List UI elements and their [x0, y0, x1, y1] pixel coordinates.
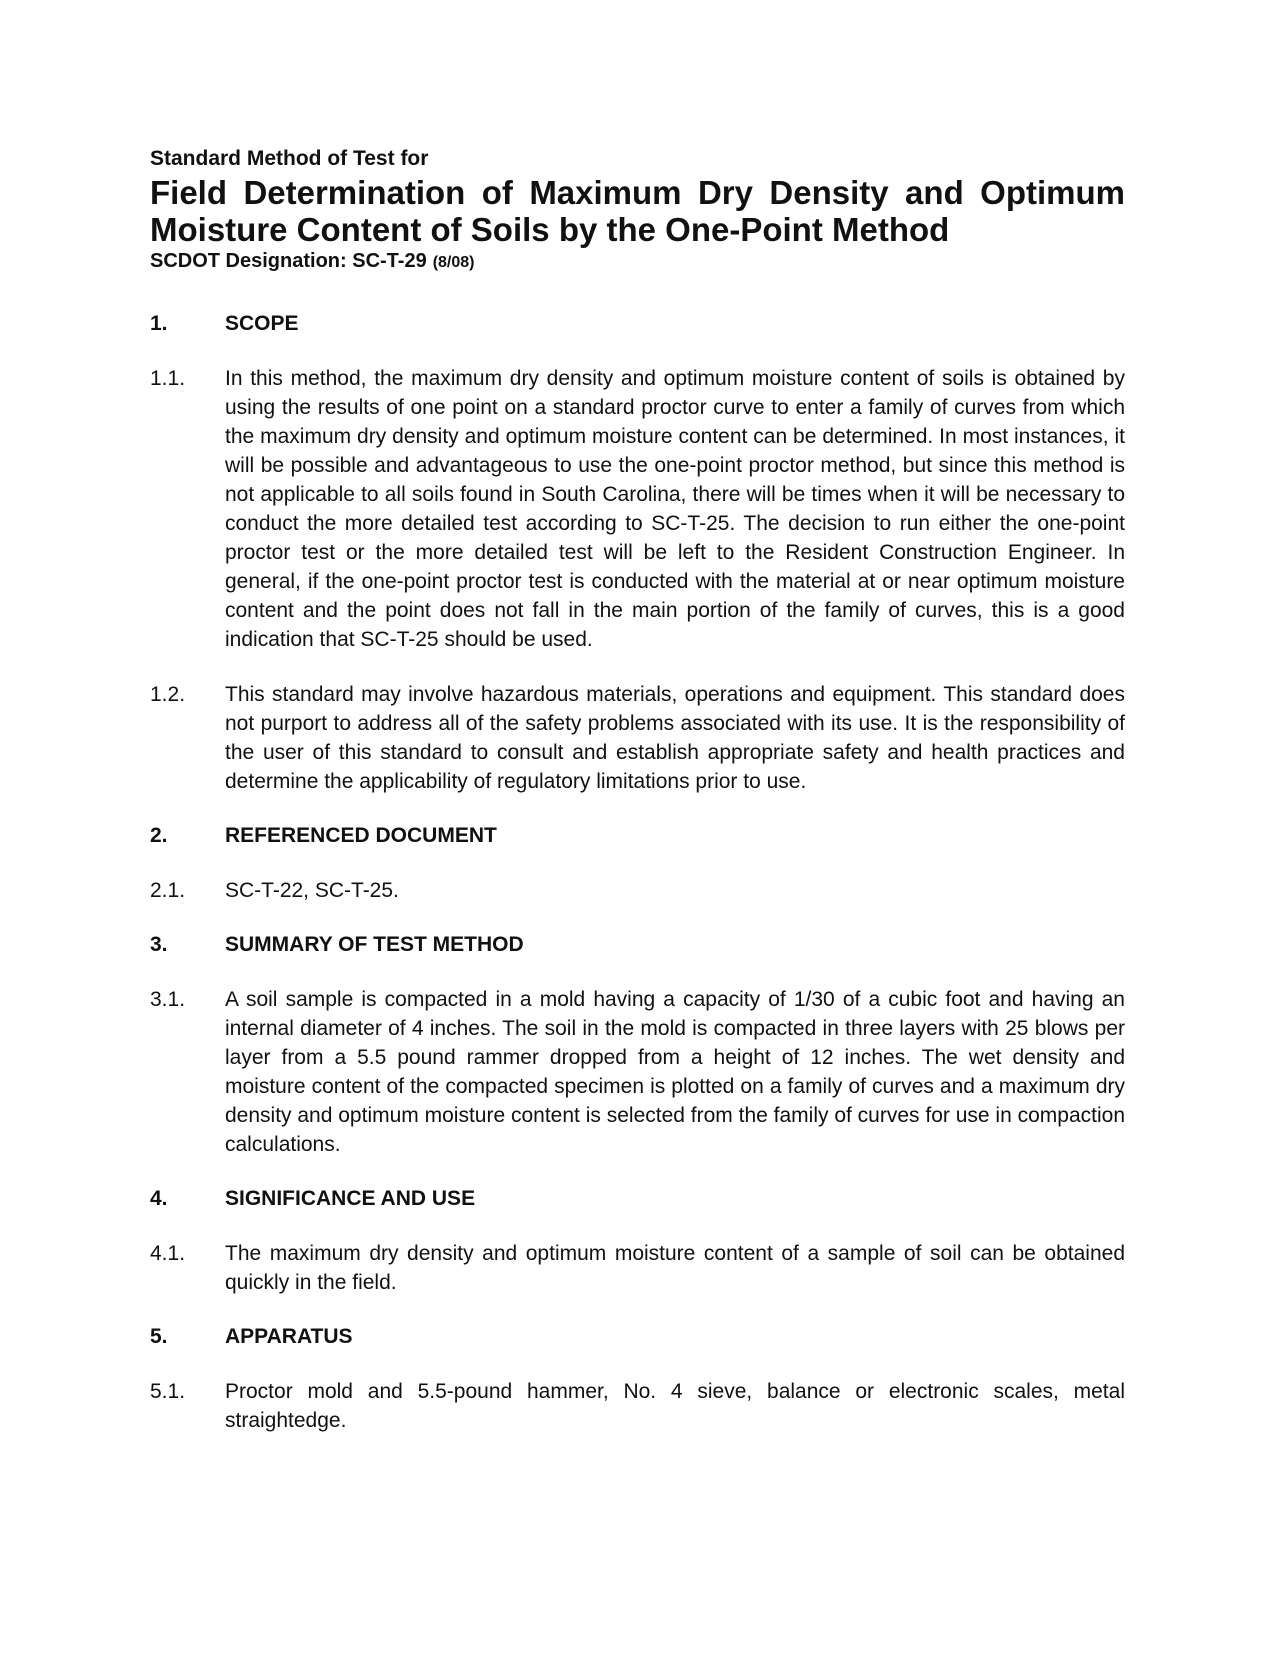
section-apparatus: [150, 1323, 1125, 1435]
paragraph-number: 3.1.: [150, 988, 186, 1011]
designation-code: SCDOT Designation: SC-T-29: [150, 250, 427, 272]
paragraph-text: A soil sample is compacted in a mold having a capacity of 1/30 of a cubic foot and having an internal diameter of 4 inches. The soil in the mold is compacted in three layers with 25 blows per layer from a 5.5 pound rammer dropped from a height of 12 inches. The wet density and moisture content of the compacted specimen is plotted on a family of curves and a maximum dry density and optimum moisture content is selected from the family of curves for use in compaction calculations.: [225, 988, 1125, 1156]
paragraph: [150, 1377, 1125, 1435]
document-page: [150, 146, 1125, 1435]
paragraph-text: This standard may involve hazardous materials, operations and equipment. This standard does not purport to address all of the safety problems associated with its use. It is the responsibility of the user of this standard to consult and establish appropriate safety and health practices and determine the applicability of regulatory limitations prior to use.: [225, 683, 1125, 793]
paragraph-text: The maximum dry density and optimum moisture content of a sample of soil can be obtained quickly in the field.: [225, 1242, 1125, 1294]
section-referenced-document: [150, 822, 1125, 905]
section-title: SCOPE: [225, 312, 299, 335]
section-title: REFERENCED DOCUMENT: [225, 824, 497, 847]
paragraph: [150, 985, 1125, 1159]
paragraph-text: Proctor mold and 5.5-pound hammer, No. 4 sieve, balance or electronic scales, metal straightedge.: [225, 1380, 1125, 1432]
section-heading: [150, 1323, 1125, 1351]
section-number: 3.: [150, 933, 168, 956]
section-heading: [150, 822, 1125, 850]
section-number: 2.: [150, 824, 168, 847]
paragraph-number: 1.2.: [150, 683, 186, 706]
designation: [150, 248, 1125, 276]
section-number: 5.: [150, 1325, 168, 1348]
section-summary: [150, 931, 1125, 1159]
paragraph-number: 2.1.: [150, 879, 186, 902]
document-title: Field Determination of Maximum Dry Density and Optimum Moisture Content of Soils by the One-Point Method: [150, 174, 1125, 248]
paragraph-text: SC-T-22, SC-T-25.: [225, 879, 399, 902]
section-title: SIGNIFICANCE AND USE: [225, 1187, 476, 1210]
paragraph-number: 5.1.: [150, 1380, 186, 1403]
paragraph: [150, 1239, 1125, 1297]
paragraph: [150, 680, 1125, 796]
section-heading: [150, 1185, 1125, 1213]
designation-date: (8/08): [432, 254, 475, 271]
paragraph-text: In this method, the maximum dry density and optimum moisture content of soils is obtained by using the results of one point on a standard proctor curve to enter a family of curves from which the maximum dry density and optimum moisture content can be determined. In most instances, it will be possible and advantageous to use the one-point proctor method, but since this method is not applicable to all soils found in South Carolina, there will be times when it will be necessary to conduct the more detailed test according to SC-T-25. The decision to run either the one-point proctor test or the more detailed test will be left to the Resident Construction Engineer. In general, if the one-point proctor test is conducted with the material at or near optimum moisture content and the point does not fall in the main portion of the family of curves, this is a good indication that SC-T-25 should be used.: [225, 367, 1125, 651]
section-scope: [150, 310, 1125, 796]
section-heading: [150, 310, 1125, 338]
paragraph-number: 4.1.: [150, 1242, 186, 1265]
paragraph: [150, 364, 1125, 654]
section-title: APPARATUS: [225, 1325, 353, 1348]
section-heading: [150, 931, 1125, 959]
pre-title: Standard Method of Test for: [150, 147, 429, 170]
section-title: SUMMARY OF TEST METHOD: [225, 933, 524, 956]
section-number: 1.: [150, 312, 168, 335]
section-significance: [150, 1185, 1125, 1297]
section-number: 4.: [150, 1187, 168, 1210]
paragraph: [150, 876, 1125, 905]
document-header: [150, 146, 1125, 276]
paragraph-number: 1.1.: [150, 367, 186, 390]
